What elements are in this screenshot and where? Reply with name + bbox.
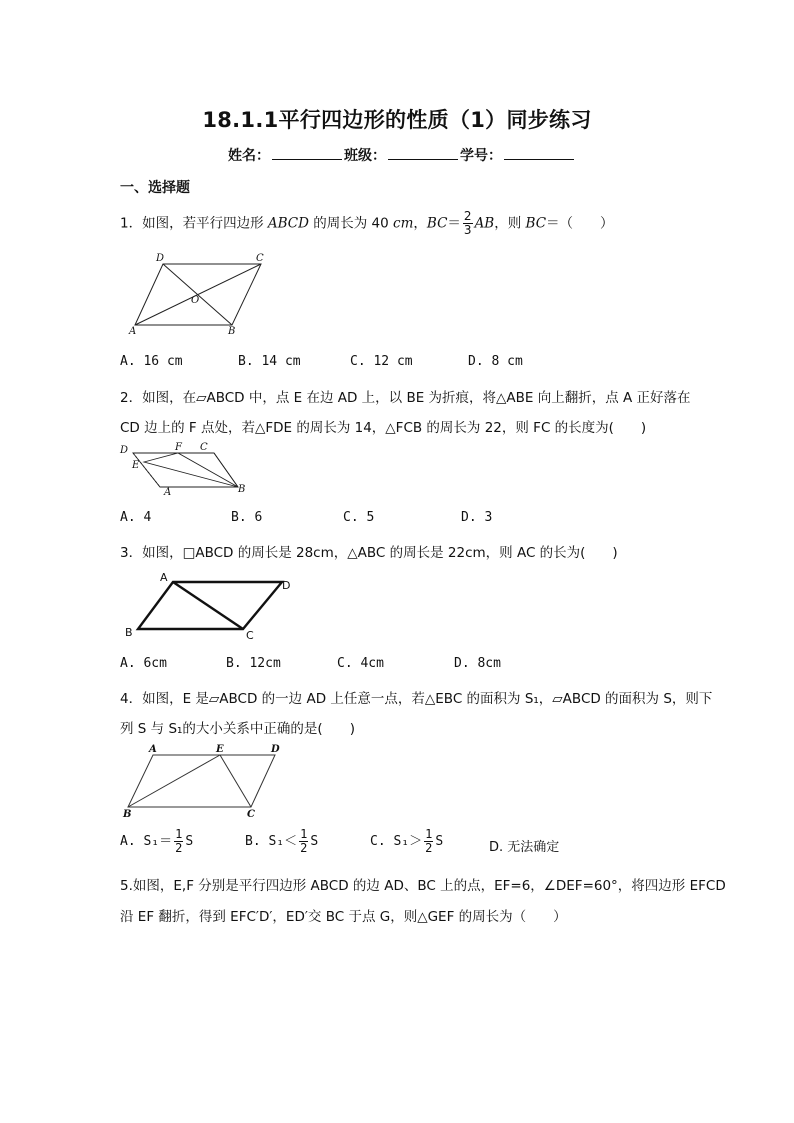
q1-text: ，则 xyxy=(494,215,526,232)
frac-numerator: 1 xyxy=(175,827,183,841)
question-2-stem-line1: 2．如图，在▱ABCD 中，点 E 在边 AD 上，以 BE 为折痕，将△ABE 向上翻折，点 A 正好落在 xyxy=(120,390,691,406)
q1-unit: cm xyxy=(393,215,414,232)
q4-label-a: A xyxy=(149,744,157,755)
class-label: 班级： xyxy=(344,148,386,164)
q4-option-a[interactable] xyxy=(120,828,193,855)
q2-label-a: A xyxy=(164,487,172,498)
q1-label-d: D xyxy=(156,253,165,264)
question-2-stem-line2: CD 边上的 F 点处，若△FDE 的周长为 14，△FCB 的周长为 22，则 FC 的长度为( ) xyxy=(120,420,647,436)
q1-option-b[interactable]: B. 14 cm xyxy=(238,354,301,369)
q3-option-a[interactable]: A. 6cm xyxy=(120,656,167,671)
q1-bc: BC xyxy=(426,215,448,232)
name-label: 姓名： xyxy=(228,148,270,164)
student-info-line xyxy=(228,145,576,165)
q1-text: ， xyxy=(413,215,427,232)
page-title: 18.1.1平行四边形的性质（1）同步练习 xyxy=(202,108,592,132)
number-label: 学号： xyxy=(460,148,502,164)
q1-text: 1．如图，若平行四边形 xyxy=(120,215,268,232)
question-4-stem-line2: 列 S 与 S₁的大小关系中正确的是( ) xyxy=(120,721,355,737)
q4-option-a-fraction xyxy=(174,828,183,855)
q1-text: 的周长为 40 xyxy=(308,215,394,232)
q1-option-d[interactable]: D. 8 cm xyxy=(468,354,523,369)
question-5-stem-line2: 沿 EF 翻折，得到 EFC′D′，ED′交 BC 于点 G，则△GEF 的周长为（ ） xyxy=(120,909,567,925)
question-4-stem-line1: 4．如图，E 是▱ABCD 的一边 AD 上任意一点，若△EBC 的面积为 S₁，▱ABCD 的面积为 S，则下 xyxy=(120,691,713,707)
q1-label-o: O xyxy=(191,295,200,306)
question-5-stem-line1: 5.如图，E,F 分别是平行四边形 ABCD 的边 AD、BC 上的点，EF=6，∠DEF=60°，将四边形 EFCD xyxy=(120,878,726,894)
q3-label-d: D xyxy=(282,579,291,592)
q4-option-c-fraction xyxy=(424,828,433,855)
question-3-stem: 3．如图，□ABCD 的周长是 28cm，△ABC 的周长是 22cm，则 AC 的长为( ) xyxy=(120,545,618,561)
q4-option-b-suffix: S xyxy=(310,834,319,849)
q1-eq: ＝ xyxy=(447,215,461,232)
q3-figure xyxy=(122,570,302,642)
q4-label-e: E xyxy=(216,744,224,755)
number-blank[interactable] xyxy=(504,147,574,160)
frac-denominator: 2 xyxy=(425,841,433,855)
q2-option-b[interactable]: B. 6 xyxy=(231,510,263,525)
q2-label-e: E xyxy=(132,460,140,471)
q4-label-c: C xyxy=(247,809,255,820)
q3-option-d[interactable]: D. 8cm xyxy=(454,656,501,671)
class-blank[interactable] xyxy=(388,147,458,160)
q1-label-b: B xyxy=(228,326,236,337)
frac-numerator: 1 xyxy=(425,827,433,841)
q4-option-a-text: A. S₁＝ xyxy=(120,834,173,849)
q2-figure xyxy=(118,442,253,497)
q2-label-c: C xyxy=(200,442,208,453)
q4-figure xyxy=(120,742,285,820)
q4-option-c[interactable] xyxy=(370,828,443,855)
q3-label-c: C xyxy=(246,629,254,642)
q2-label-d: D xyxy=(120,445,129,456)
q2-option-a[interactable]: A. 4 xyxy=(120,510,152,525)
q2-option-d[interactable]: D. 3 xyxy=(461,510,493,525)
q4-option-b-text: B. S₁＜ xyxy=(245,834,298,849)
q4-label-d: D xyxy=(271,744,280,755)
q2-label-f: F xyxy=(175,442,182,453)
q1-frac-numerator: 2 xyxy=(463,209,472,223)
q2-label-b: B xyxy=(238,484,246,495)
q1-text: ＝（ ） xyxy=(546,215,614,232)
q1-label-c: C xyxy=(256,253,264,264)
q1-abcd: ABCD xyxy=(267,215,309,232)
q2-option-c[interactable]: C. 5 xyxy=(343,510,375,525)
q1-option-a[interactable]: A. 16 cm xyxy=(120,354,183,369)
name-blank[interactable] xyxy=(272,147,342,160)
frac-denominator: 2 xyxy=(175,841,183,855)
q3-label-b: B xyxy=(125,626,133,639)
section-heading: 一、选择题 xyxy=(120,180,190,196)
q1-figure xyxy=(125,250,270,335)
q1-bc: BC xyxy=(525,215,547,232)
q1-label-a: A xyxy=(129,326,137,337)
q1-ab: AB xyxy=(474,215,495,232)
q4-label-b: B xyxy=(123,809,132,820)
q4-option-c-text: C. S₁＞ xyxy=(370,834,423,849)
q4-option-a-suffix: S xyxy=(185,834,194,849)
frac-numerator: 1 xyxy=(300,827,308,841)
q4-option-b[interactable] xyxy=(245,828,318,855)
question-1-stem xyxy=(120,210,614,237)
frac-denominator: 2 xyxy=(300,841,308,855)
q3-option-c[interactable]: C. 4cm xyxy=(337,656,384,671)
q1-frac-denominator: 3 xyxy=(463,223,472,237)
q1-fraction xyxy=(463,210,473,237)
q4-option-d[interactable]: D. 无法确定 xyxy=(489,840,560,855)
q3-option-b[interactable]: B. 12cm xyxy=(226,656,281,671)
q1-option-c[interactable]: C. 12 cm xyxy=(350,354,413,369)
q4-option-b-fraction xyxy=(299,828,308,855)
q4-option-c-suffix: S xyxy=(435,834,444,849)
q3-label-a: A xyxy=(160,571,168,584)
